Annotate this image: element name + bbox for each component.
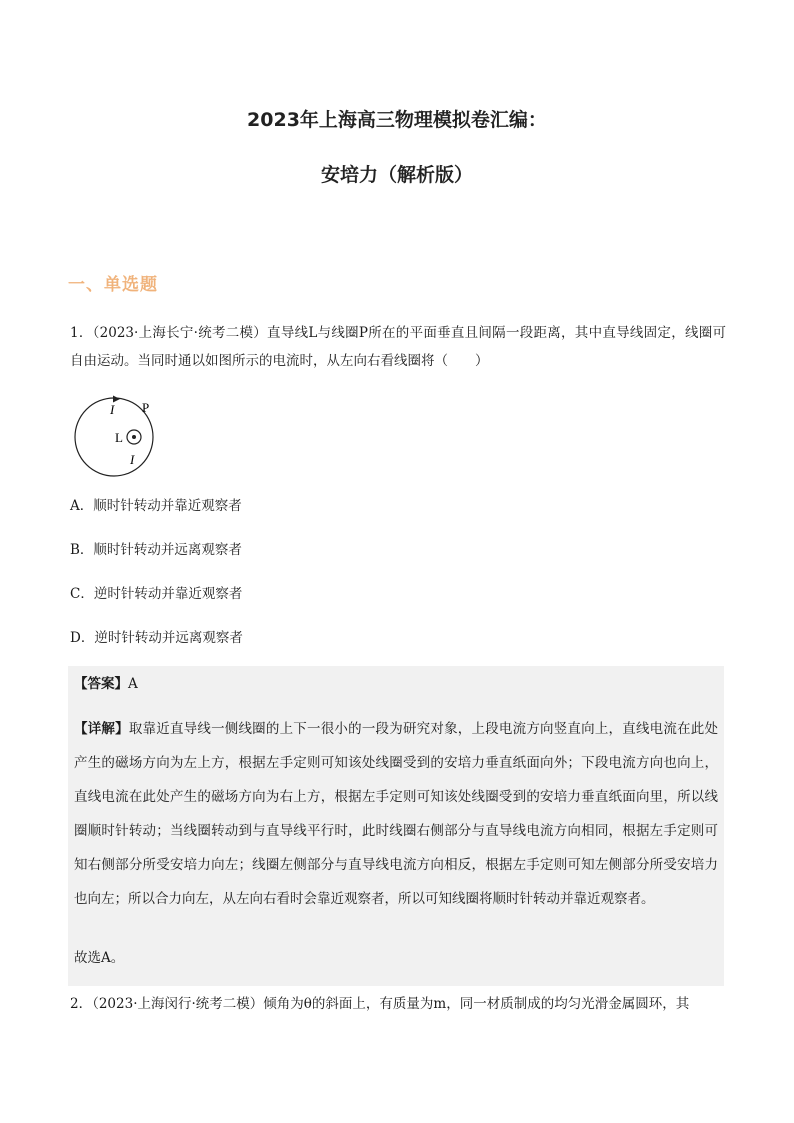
detail-text: 取靠近直导线一侧线圈的上下一很小的一段为研究对象，上段电流方向竖直向上，直线电流在此处产生的磁场方向为左上方，根据左手定则可知该处线圈受到的安培力垂直纸面向外；下段电流方向也向上，直线电流在此处产生的磁场方向为右上方，根据左手定则可知该处线圈受到的安培力垂直纸面向里，所以线圈顺时针转动；当线圈转动到与直导线平行时，此时线圈右侧部分与直导线电流方向相同，根据左手定则可知右侧部分所受安培力向左；线圈左侧部分与直导线电流方向相反，根据左手定则可知左侧部分所受安培力也向左；所以合力向左，从左向右看时会靠近观察者，所以可知线圈将顺时针转动并靠近观察者。: [74, 721, 719, 907]
section-heading: 一、单选题: [68, 275, 158, 295]
option-d: D．逆时针转动并远离观察者: [70, 630, 243, 646]
detail-paragraph: [74, 712, 718, 916]
question-1-stem: 1．（2023·上海长宁·统考二模）直导线L与线圈P所在的平面垂直且间隔一段距离，其中直导线固定，线圈可自由运动。当同时通以如图所示的电流时，从左向右看线圈将（ ）: [70, 325, 726, 369]
document-subtitle: 安培力（解析版）: [320, 164, 473, 186]
detail-label: 【详解】: [74, 721, 129, 737]
figure-label-p: P: [142, 400, 150, 415]
answer-conclusion: 故选A。: [74, 950, 125, 966]
option-a: A．顺时针转动并靠近观察者: [70, 498, 242, 514]
figure-label-i-bottom: I: [130, 452, 135, 467]
question-1-figure: [66, 392, 176, 478]
answer-line: [74, 674, 138, 694]
answer-panel: [68, 666, 724, 986]
document-title: 2023年上海高三物理模拟卷汇编：: [247, 109, 547, 131]
option-b: B．顺时针转动并远离观察者: [70, 542, 242, 558]
figure-label-l: L: [115, 430, 123, 445]
question-2-stem: 2．（2023·上海闵行·统考二模）倾角为θ的斜面上，有质量为m，同一材质制成的均匀光滑金属圆环，其: [70, 996, 690, 1012]
wire-dot-icon: [132, 435, 136, 439]
answer-value: A: [128, 676, 138, 692]
answer-label: 【答案】: [74, 676, 128, 692]
option-c: C．逆时针转动并靠近观察者: [70, 586, 243, 602]
figure-label-i-top: I: [110, 402, 115, 417]
